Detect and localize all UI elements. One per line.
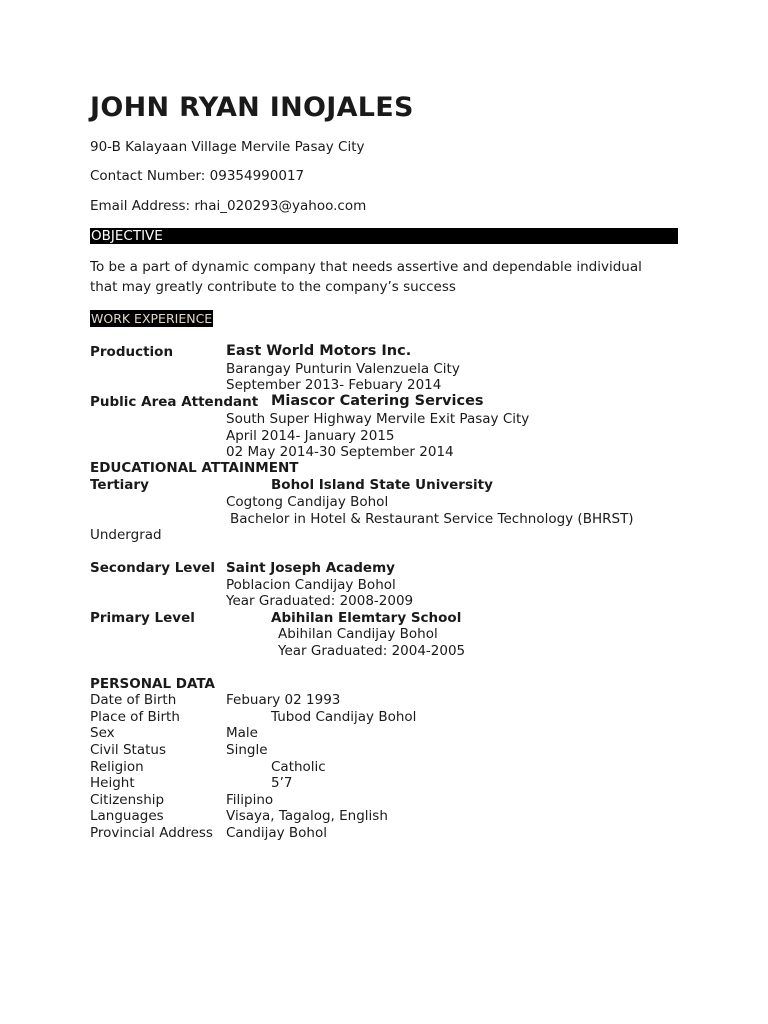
job-detail: Barangay Punturin Valenzuela City: [226, 361, 460, 377]
job-detail: April 2014- January 2015: [226, 428, 395, 444]
graduation-year: Year Graduated: 2008-2009: [226, 593, 414, 609]
education-level: Primary Level: [90, 610, 195, 626]
education-heading: EDUCATIONAL ATTAINMENT: [90, 460, 299, 476]
job-company: East World Motors Inc.: [226, 343, 412, 359]
job-position: Public Area Attendant: [90, 394, 259, 410]
field-label: Date of Birth: [90, 692, 177, 708]
job-company: Miascor Catering Services: [271, 393, 484, 409]
school-location: Cogtong Candijay Bohol: [226, 494, 389, 510]
applicant-name: JOHN RYAN INOJALES: [90, 92, 414, 123]
education-status: Undergrad: [90, 527, 162, 543]
job-detail: South Super Highway Mervile Exit Pasay City: [226, 411, 530, 427]
job-detail: September 2013- Febuary 2014: [226, 377, 442, 393]
field-label: Provincial Address: [90, 825, 213, 841]
field-label: Civil Status: [90, 742, 166, 758]
school-location: Poblacion Candijay Bohol: [226, 577, 396, 593]
education-level: Secondary Level: [90, 560, 216, 576]
field-value: Male: [226, 725, 258, 741]
course-name: Bachelor in Hotel & Restaurant Service Technology (BHRST): [230, 511, 634, 527]
field-label: Place of Birth: [90, 709, 180, 725]
job-position: Production: [90, 344, 174, 360]
education-level: Tertiary: [90, 477, 149, 493]
work-experience-heading: WORK EXPERIENCE: [91, 311, 213, 326]
contact-line: Contact Number: 09354990017: [90, 168, 305, 184]
personal-data-heading: PERSONAL DATA: [90, 676, 215, 692]
school-name: Saint Joseph Academy: [226, 560, 395, 576]
school-location: Abihilan Candijay Bohol: [278, 626, 438, 642]
field-label: Languages: [90, 808, 164, 824]
objective-text-line-1: To be a part of dynamic company that needs assertive and dependable individual: [90, 259, 642, 275]
field-value: Tubod Candijay Bohol: [271, 709, 417, 725]
school-name: Abihilan Elemtary School: [271, 610, 462, 626]
field-value: Candijay Bohol: [226, 825, 327, 841]
school-name: Bohol Island State University: [271, 477, 493, 493]
field-label: Citizenship: [90, 792, 165, 808]
address-line: 90-B Kalayaan Village Mervile Pasay City: [90, 139, 365, 155]
field-value: 5’7: [271, 775, 293, 791]
field-value: Filipino: [226, 792, 274, 808]
field-value: Catholic: [271, 759, 326, 775]
field-label: Height: [90, 775, 135, 791]
field-value: Single: [226, 742, 268, 758]
job-detail: 02 May 2014-30 September 2014: [226, 444, 454, 460]
objective-heading: OBJECTIVE: [91, 228, 163, 244]
graduation-year: Year Graduated: 2004-2005: [278, 643, 466, 659]
field-value: Visaya, Tagalog, English: [226, 808, 388, 824]
field-label: Religion: [90, 759, 144, 775]
email-line: Email Address: rhai_020293@yahoo.com: [90, 198, 367, 214]
field-label: Sex: [90, 725, 115, 741]
objective-heading-bar: [90, 228, 678, 244]
objective-text-line-2: that may greatly contribute to the company’s success: [90, 279, 456, 295]
field-value: Febuary 02 1993: [226, 692, 341, 708]
